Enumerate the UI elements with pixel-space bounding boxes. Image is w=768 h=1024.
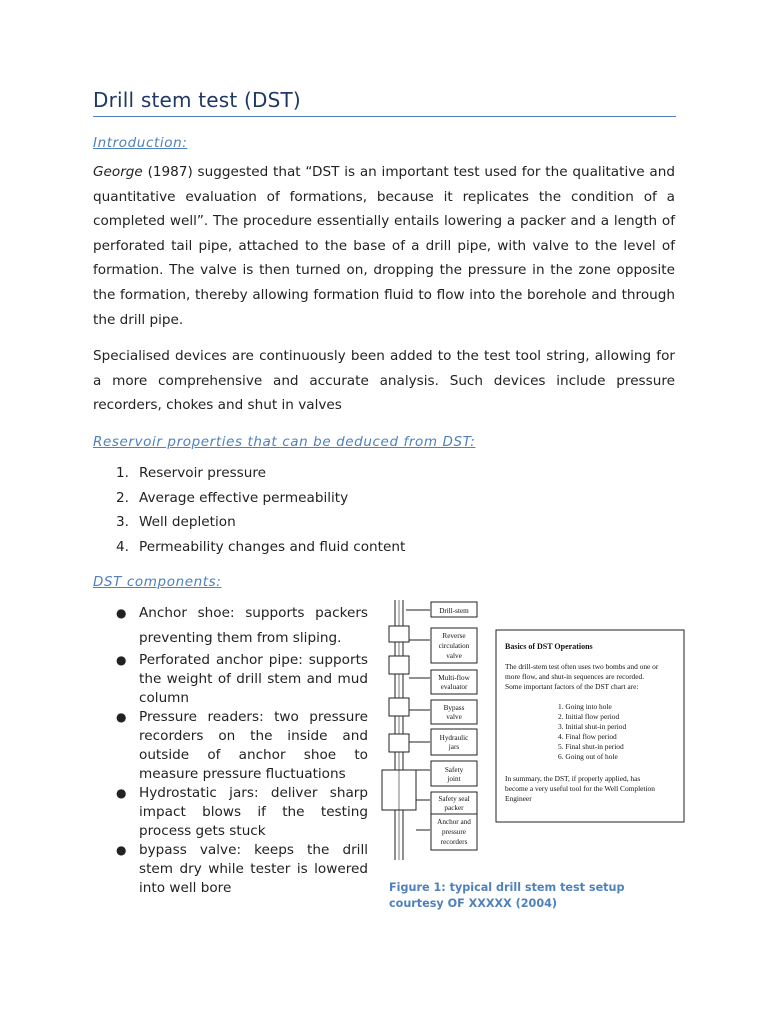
label-jars: jars <box>448 743 460 751</box>
bullet-icon: ● <box>116 786 127 800</box>
label-safety: Safety <box>444 766 464 774</box>
dst-components-list <box>116 601 368 898</box>
list-item: ● bypass valve: keeps the drill stem dry while tester is lowered into well bore <box>116 842 368 896</box>
label-circulation: circulation <box>438 642 470 650</box>
list-item: 3. Well depletion <box>116 514 236 531</box>
bullet-icon: ● <box>116 606 127 620</box>
label-packer: packer <box>444 804 464 812</box>
list-item: ● Pressure readers: two pressure recorders on the inside and outside of anchor shoe to measure pressure fluctuations <box>116 709 368 782</box>
label-anchor-and: Anchor and <box>437 818 471 826</box>
label-recorders: recorders <box>440 838 468 846</box>
dst-step: 6. Going out of hole <box>558 752 618 761</box>
dst-basics-intro-line: The drill-stem test often uses two bombs and one or <box>505 662 659 671</box>
dst-step: 1. Going into hole <box>558 702 612 711</box>
introduction-paragraph-text: (1987) suggested that “DST is an important test used for the qualitative and quantitative evaluation of formations, because it replicates the condition of a completed well”. The procedure essentially entails lowering a packer and a length of perforated tail pipe, attached to the base of a drill pipe, with valve to the level of formation. The valve is then turned on, dropping the pressure in the zone opposite the formation, thereby allowing formation fluid to flow into the borehole and through the drill pipe. <box>93 164 675 328</box>
list-item: ● Perforated anchor pipe: supports the weight of drill stem and mud column <box>116 652 368 706</box>
dst-basics-intro-line: more flow, and shut-in sequences are recorded. <box>505 672 645 681</box>
dst-basics-intro-line: Some important factors of the DST chart are: <box>505 682 639 691</box>
reservoir-properties-heading: Reservoir properties that can be deduced from DST: <box>93 434 476 450</box>
introduction-heading: Introduction: <box>93 135 188 151</box>
figure-caption-line: courtesy OF XXXXX (2004) <box>389 897 558 910</box>
dst-basics-title: Basics of DST Operations <box>505 642 593 651</box>
figure-caption <box>389 880 679 912</box>
list-item: ● Anchor shoe: supports packers preventing them from sliping. <box>116 601 368 651</box>
label-hydraulic: Hydraulic <box>439 734 469 742</box>
dst-step: 2. Initial flow period <box>558 712 620 721</box>
dst-basics-box <box>496 630 684 822</box>
list-item: ● Hydrostatic jars: deliver sharp impact blows if the testing process gets stuck <box>116 785 368 839</box>
dst-basics-summary-line: Engineer <box>505 794 532 803</box>
label-reverse: Reverse <box>442 632 466 640</box>
label-valve: valve <box>446 652 462 660</box>
label-evaluator: evaluator <box>440 683 468 691</box>
dst-step: 5. Final shut-in period <box>558 742 624 751</box>
author-name: George <box>93 164 143 180</box>
dst-setup-figure <box>368 598 686 876</box>
dst-basics-summary-line: In summary, the DST, if properly applied, has <box>505 774 641 783</box>
dst-step: 4. Final flow period <box>558 732 617 741</box>
title-underline <box>93 116 676 117</box>
label-joint: joint <box>447 775 461 783</box>
bullet-icon: ● <box>116 710 127 724</box>
dst-components-heading: DST components: <box>93 574 222 590</box>
devices-paragraph: Specialised devices are continuously been added to the test tool string, allowing for a more comprehensive and accurate analysis. Such devices include pressure recorders, chokes and shut in valves <box>93 348 675 414</box>
bullet-icon: ● <box>116 653 127 667</box>
figure-caption-line: Figure 1: typical drill stem test setup <box>389 881 625 894</box>
list-item: 4. Permeability changes and fluid content <box>116 539 406 556</box>
list-item: 2. Average effective permeability <box>116 489 349 506</box>
dst-step: 3. Initial shut-in period <box>558 722 627 731</box>
label-multi-flow: Multi-flow <box>438 674 470 682</box>
label-safety-seal: Safety seal <box>438 795 470 803</box>
reservoir-properties-list <box>116 461 405 560</box>
page-title: Drill stem test (DST) <box>93 88 301 112</box>
label-bypass-valve: valve <box>446 713 462 721</box>
label-bypass: Bypass <box>443 704 465 712</box>
label-pressure: pressure <box>442 828 466 836</box>
introduction-paragraph <box>93 160 675 332</box>
bullet-icon: ● <box>116 843 127 857</box>
label-drill-stem: Drill-stem <box>439 607 469 615</box>
dst-basics-summary-line: become a very useful tool for the Well Completion <box>505 784 655 793</box>
list-item: 1. Reservoir pressure <box>116 465 266 481</box>
